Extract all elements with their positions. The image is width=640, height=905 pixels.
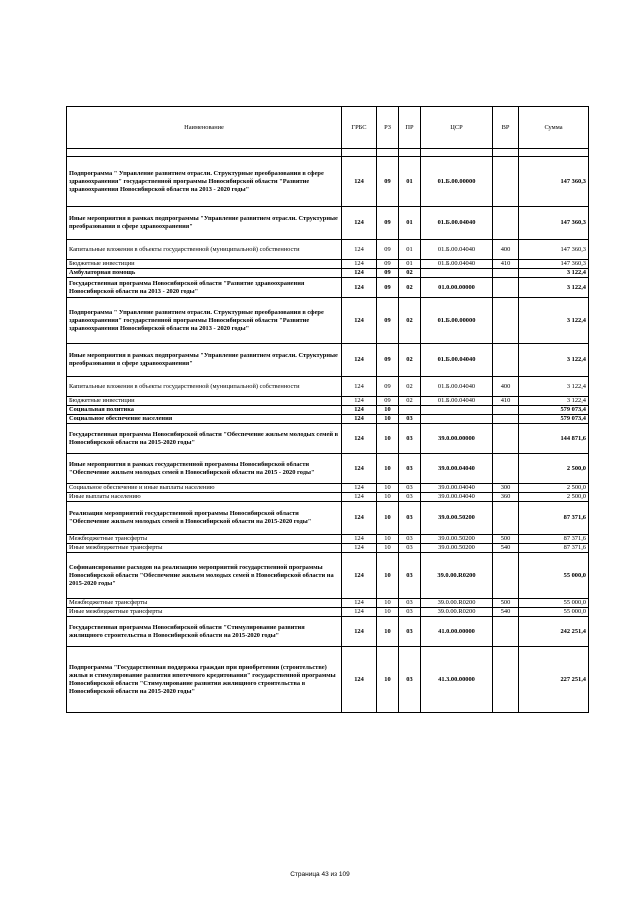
table-row [67,157,589,207]
cell-pr: 02 [399,397,421,406]
cell-pr: 03 [399,424,421,454]
cell-csr: 01.Б.00.04040 [421,397,493,406]
cell-rz: 09 [377,240,399,260]
cell-sum: 147 360,3 [519,260,589,269]
cell-grbs: 124 [342,502,377,535]
budget-table [66,106,589,713]
cell-vr: 410 [493,397,519,406]
cell-name: Иные межбюджетные трансферты [67,544,342,553]
cell-pr: 01 [399,260,421,269]
header-sum: Сумма [519,107,589,149]
cell-name: Иные мероприятия в рамках подпрограммы "Управление развитием отрасли. Структурные преобразования в сфере здравоохранения" [67,207,342,240]
cell-vr: 410 [493,260,519,269]
cell-csr: 01.Б.00.04040 [421,377,493,397]
header-pr: ПР [399,107,421,149]
cell-csr: 39.0.00.00000 [421,424,493,454]
cell-grbs: 124 [342,599,377,608]
cell-sum: 3 122,4 [519,278,589,298]
cell-name: Капитальные вложения в объекты государственной (муниципальной) собственности [67,377,342,397]
table-row [67,502,589,535]
cell-sum: 3 122,4 [519,377,589,397]
cell-name: Бюджетные инвестиции [67,260,342,269]
page-footer: Страница 43 из 109 [290,871,350,878]
cell-pr: 01 [399,240,421,260]
cell-rz: 10 [377,424,399,454]
header-grbs: ГРБС [342,107,377,149]
cell-csr: 01.Б.00.00000 [421,298,493,344]
cell-pr [399,406,421,415]
cell-name: Иные мероприятия в рамках подпрограммы "Управление развитием отрасли. Структурные преобразования в сфере здравоохранения" [67,344,342,377]
cell-pr: 02 [399,278,421,298]
cell-name: Государственная программа Новосибирской области "Развитие здравоохранения Новосибирской области на 2013 - 2020 годы" [67,278,342,298]
cell-vr [493,553,519,599]
table-row [67,424,589,454]
cell-vr: 400 [493,240,519,260]
cell-name: Межбюджетные трансферты [67,599,342,608]
cell-grbs: 124 [342,544,377,553]
table-row [67,260,589,269]
table-row [67,207,589,240]
cell-pr: 02 [399,269,421,278]
cell-csr [421,406,493,415]
cell-vr: 300 [493,484,519,493]
cell-rz: 09 [377,397,399,406]
table-row [67,608,589,617]
table-row [67,344,589,377]
table-row [67,377,589,397]
cell-rz: 10 [377,502,399,535]
cell-csr: 39.0.00.R0200 [421,599,493,608]
cell-csr: 01.Б.00.04040 [421,240,493,260]
cell-vr: 360 [493,493,519,502]
cell-pr: 03 [399,553,421,599]
cell-csr: 39.0.00.04040 [421,454,493,484]
cell-name: Амбулаторная помощь [67,269,342,278]
cell-rz: 09 [377,298,399,344]
cell-vr [493,454,519,484]
cell-name: Бюджетные инвестиции [67,397,342,406]
cell-vr [493,617,519,647]
table-row [67,278,589,298]
cell-grbs: 124 [342,617,377,647]
cell-pr: 02 [399,344,421,377]
cell-vr: 540 [493,544,519,553]
cell-sum: 87 371,6 [519,535,589,544]
cell-vr [493,424,519,454]
cell-grbs: 124 [342,240,377,260]
cell-pr: 02 [399,298,421,344]
cell-csr: 39.0.00.50200 [421,502,493,535]
table-row [67,406,589,415]
cell-sum: 87 371,6 [519,544,589,553]
cell-sum: 147 360,3 [519,207,589,240]
cell-sum: 3 122,4 [519,269,589,278]
cell-grbs: 124 [342,377,377,397]
cell-pr: 03 [399,415,421,424]
cell-sum: 55 000,0 [519,599,589,608]
cell-rz: 10 [377,647,399,713]
table-row [67,535,589,544]
cell-name: Подпрограмма " Управление развитием отрасли. Структурные преобразования в сфере здравоохранения" государственной программы Новосибирской области "Развитие здравоохранения Новосибирской области на 2013 - 2020 годы" [67,157,342,207]
cell-rz: 10 [377,454,399,484]
cell-vr [493,344,519,377]
cell-grbs: 124 [342,269,377,278]
cell-grbs: 124 [342,278,377,298]
table-row [67,240,589,260]
table-row [67,484,589,493]
cell-pr: 02 [399,377,421,397]
cell-csr: 39.0.00.04040 [421,484,493,493]
cell-pr: 03 [399,535,421,544]
cell-rz: 09 [377,377,399,397]
cell-vr [493,269,519,278]
cell-vr: 400 [493,377,519,397]
cell-name: Подпрограмма "Государственная поддержка граждан при приобретении (строительстве) жилья и стимулирование развития ипотечного кредитования" государственной программы Новосибирской области "Стимулирование развития жилищного строительства в Новосибирской области на 2015-2020 годы" [67,647,342,713]
cell-grbs: 124 [342,207,377,240]
cell-sum: 579 073,4 [519,415,589,424]
cell-vr [493,278,519,298]
cell-pr: 03 [399,484,421,493]
cell-rz: 10 [377,415,399,424]
cell-grbs: 124 [342,424,377,454]
cell-sum: 242 251,4 [519,617,589,647]
cell-name: Межбюджетные трансферты [67,535,342,544]
cell-rz: 09 [377,278,399,298]
header-row [67,107,589,149]
header-name: Наименование [67,107,342,149]
cell-sum: 55 000,0 [519,608,589,617]
cell-name: Социальное обеспечение населения [67,415,342,424]
cell-sum: 3 122,4 [519,397,589,406]
cell-grbs: 124 [342,157,377,207]
cell-vr [493,647,519,713]
cell-sum: 147 360,3 [519,240,589,260]
cell-grbs: 124 [342,647,377,713]
cell-grbs: 124 [342,298,377,344]
cell-pr: 01 [399,157,421,207]
cell-grbs: 124 [342,608,377,617]
cell-vr: 500 [493,535,519,544]
cell-rz: 09 [377,260,399,269]
header-vr: ВР [493,107,519,149]
cell-csr: 39.0.00.R0200 [421,553,493,599]
cell-grbs: 124 [342,535,377,544]
table-row [67,397,589,406]
cell-sum: 2 500,0 [519,493,589,502]
cell-csr: 39.0.00.R0200 [421,608,493,617]
cell-csr: 41.0.00.00000 [421,617,493,647]
cell-csr: 41.3.00.00000 [421,647,493,713]
cell-grbs: 124 [342,406,377,415]
table-row [67,544,589,553]
cell-csr [421,269,493,278]
cell-sum: 2 500,0 [519,454,589,484]
header-csr: ЦСР [421,107,493,149]
cell-grbs: 124 [342,260,377,269]
cell-csr: 01.Б.00.04040 [421,260,493,269]
cell-rz: 09 [377,207,399,240]
table-row [67,599,589,608]
cell-name: Иные межбюджетные трансферты [67,608,342,617]
cell-rz: 10 [377,493,399,502]
cell-name: Иные выплаты населению [67,493,342,502]
budget-body [67,157,589,713]
table-row [67,415,589,424]
cell-name: Государственная программа Новосибирской области "Стимулирование развития жилищного строительства в Новосибирской области на 2015-2020 годы" [67,617,342,647]
cell-name: Капитальные вложения в объекты государственной (муниципальной) собственности [67,240,342,260]
cell-csr [421,415,493,424]
cell-rz: 10 [377,484,399,493]
cell-csr: 01.Б.00.04040 [421,207,493,240]
cell-name: Государственная программа Новосибирской области "Обеспечение жильем молодых семей в Новосибирской области на 2015-2020 годы" [67,424,342,454]
cell-rz: 10 [377,608,399,617]
cell-rz: 10 [377,544,399,553]
cell-sum: 579 073,4 [519,406,589,415]
cell-rz: 09 [377,157,399,207]
cell-sum: 3 122,4 [519,298,589,344]
cell-pr: 03 [399,544,421,553]
table-row [67,617,589,647]
cell-rz: 10 [377,599,399,608]
cell-vr [493,406,519,415]
table-row [67,647,589,713]
cell-name: Софинансирование расходов на реализацию мероприятий государственной программы Новосибирской области "Обеспечение жильем молодых семей в Новосибирской области на 2015-2020 годы" [67,553,342,599]
cell-vr: 540 [493,608,519,617]
cell-name: Социальное обеспечение и иные выплаты населению [67,484,342,493]
cell-pr: 03 [399,608,421,617]
cell-vr [493,298,519,344]
cell-grbs: 124 [342,484,377,493]
cell-pr: 03 [399,454,421,484]
table-row [67,454,589,484]
header-spacer-row [67,149,589,157]
cell-name: Подпрограмма " Управление развитием отрасли. Структурные преобразования в сфере здравоохранения" государственной программы Новосибирской области "Развитие здравоохранения Новосибирской области на 2013 - 2020 годы" [67,298,342,344]
cell-name: Социальная политика [67,406,342,415]
cell-rz: 10 [377,617,399,647]
cell-sum: 144 871,6 [519,424,589,454]
cell-pr: 03 [399,617,421,647]
cell-name: Иные мероприятия в рамках государственной программы Новосибирской области "Обеспечение жильем молодых семей в Новосибирской области на 2015 - 2020 годы" [67,454,342,484]
cell-vr [493,502,519,535]
cell-sum: 3 122,4 [519,344,589,377]
cell-rz: 10 [377,553,399,599]
cell-rz: 10 [377,406,399,415]
cell-rz: 09 [377,269,399,278]
cell-pr: 03 [399,599,421,608]
cell-grbs: 124 [342,553,377,599]
cell-grbs: 124 [342,397,377,406]
header-rz: РЗ [377,107,399,149]
cell-csr: 01.0.00.00000 [421,278,493,298]
table-row [67,269,589,278]
cell-sum: 147 360,3 [519,157,589,207]
cell-grbs: 124 [342,493,377,502]
cell-vr [493,157,519,207]
cell-pr: 03 [399,493,421,502]
cell-csr: 01.Б.00.00000 [421,157,493,207]
cell-csr: 39.0.00.50200 [421,544,493,553]
cell-pr: 03 [399,502,421,535]
cell-name: Реализация мероприятий государственной программы Новосибирской области "Обеспечение жильем молодых семей в Новосибирской области на 2015-2020 годы" [67,502,342,535]
cell-pr: 01 [399,207,421,240]
cell-pr: 03 [399,647,421,713]
cell-grbs: 124 [342,415,377,424]
table-row [67,493,589,502]
cell-vr: 500 [493,599,519,608]
cell-rz: 10 [377,535,399,544]
cell-grbs: 124 [342,344,377,377]
cell-sum: 55 000,0 [519,553,589,599]
cell-csr: 01.Б.00.04040 [421,344,493,377]
cell-sum: 2 500,0 [519,484,589,493]
table-row [67,553,589,599]
cell-grbs: 124 [342,454,377,484]
cell-csr: 39.0.00.04040 [421,493,493,502]
cell-rz: 09 [377,344,399,377]
cell-sum: 227 251,4 [519,647,589,713]
cell-vr [493,207,519,240]
cell-sum: 87 371,6 [519,502,589,535]
table-row [67,298,589,344]
cell-csr: 39.0.00.50200 [421,535,493,544]
cell-vr [493,415,519,424]
